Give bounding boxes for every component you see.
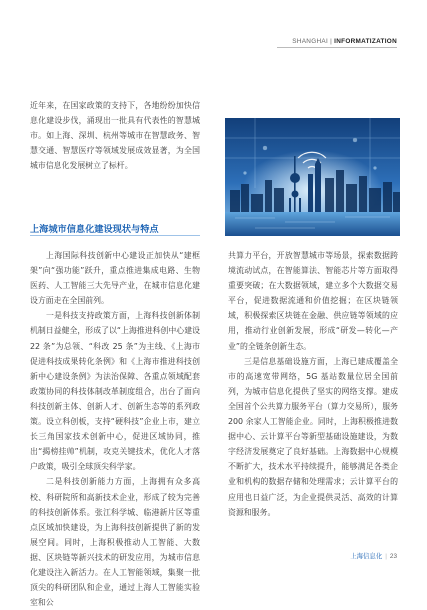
- header-separator: |: [328, 38, 335, 45]
- city-skyline-photo: [225, 118, 400, 236]
- page-number: 23: [389, 553, 397, 560]
- header-prefix: SHANGHAI: [292, 38, 329, 45]
- running-header: [292, 38, 397, 45]
- intro-paragraph: 近年来，在国家政策的支持下，各地纷纷加快信息化建设步伐，涌现出一批具有代表性的智慧城市。如上海、深圳、杭州等城市在智慧政务、智慧交通、智慧医疗等领域发展成效显著，为全国城市信息化发展树立了标杆。: [30, 101, 200, 171]
- right-column: [228, 248, 398, 520]
- paragraph-infrastructure: 三是信息基础设施方面，上海已建成覆盖全市的高速宽带网络，5G 基站数量位居全国前列，为城市信息化提供了坚实的网络支撑。建成全国首个公共算力服务平台（算力交易所），服务 200 余家人工智能企业。同时，上海积极推进数据中心、云计算平台等新型基础设施建设，为数字经济发展奠定了良好基础。上海数据中心规模不断扩大，技术水平持续提升，能够满足各类企业和机构的数据存储和处理需求；云计算平台的应用也日益广泛，为企业提供灵活、高效的计算资源和服务。: [228, 356, 398, 517]
- paragraph-innovation-capacity: 二是科技创新能力方面，上海拥有众多高校、科研院所和高新技术企业，形成了较为完善的科技创新体系。张江科学城、临港新片区等重点区域加快建设，为上海科技创新提供了新的发展空间。同时，上海积极推动人工智能、大数据、区块链等新兴技术的研发应用，为城市信息化建设注入新活力。在人工智能领域，集聚一批顶尖的科研团队和企业，通过上海人工智能实验室和公: [30, 477, 200, 608]
- skyline-illustration: [225, 118, 400, 236]
- paragraph-policy-support: 一是科技支持政策方面，上海科技创新体制机制日益健全，形成了以“上海推进科创中心建设 22 条”为总领、“科改 25 条”为主线、《上海市促进科技成果转化条例》和《上海市推进科技创新中心建设条例》为法治保障、各重点领域配套政策协同的科技体制改革制度组合，出台了面向科技创新主体、创新人才、创新生态等的系列政策。设立科创板，支持“硬科技”企业上市，建立长三角国家技术创新中心，促进区域协同，推出“揭榜挂帅”机制，攻克关键技术，优化人才落户政策，吸引全球顶尖科学家。: [30, 311, 200, 472]
- left-column: [30, 248, 200, 610]
- header-rule: [277, 47, 397, 48]
- paragraph-continuation: 共算力平台，开放智慧城市等场景，探索数据跨境流动试点，在智能算法、智能芯片等方面取得重要突破；在大数据领域，建立多个大数据交易平台，促进数据流通和价值挖掘；在区块链领域，积极探索区块链在金融、供应链等领域的应用，推动行业创新发展，形成“研发—转化—产业”的全链条创新生态。: [228, 251, 398, 351]
- footer-separator: |: [385, 553, 387, 560]
- footer-brand: 上海信息化: [350, 553, 383, 560]
- paragraph-intro-shanghai: 上海国际科技创新中心建设正加快从“建框架”向“强功能”跃升，重点推进集成电路、生物医药、人工智能三大先导产业，在城市信息化建设方面走在全国前列。: [30, 251, 200, 306]
- section-heading: 上海城市信息化建设现状与特点: [30, 224, 159, 235]
- header-title: INFORMATIZATION: [334, 38, 397, 45]
- heading-underline: [30, 235, 200, 236]
- page-footer: [350, 551, 397, 560]
